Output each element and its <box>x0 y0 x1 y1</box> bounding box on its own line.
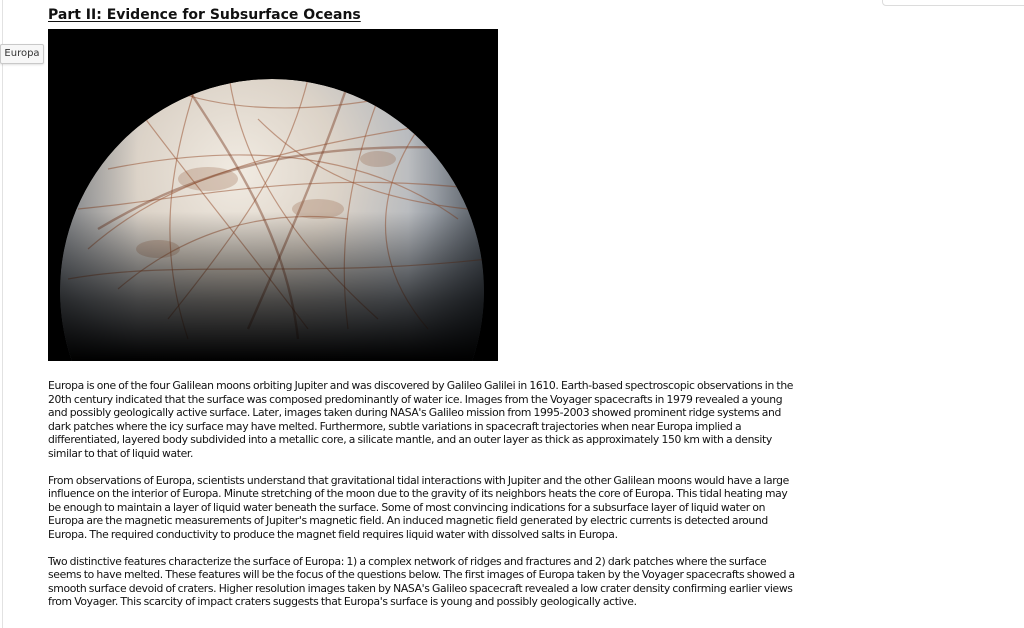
paragraph-2: From observations of Europa, scientists understand that gravitational tidal interactions with Jupiter and the other Galilean moons would have a large influence on the interior of Europa. Minute stretching of the moon due to the gravity of its neighbors heats the core of Europa. This tidal heating may be enough to maintain a layer of liquid water beneath the surface. Some of most convincing indications for a subsurface layer of liquid water on Europa are the magnetic measurements of Jupiter's magnetic field. An induced magnetic field generated by electric currents is detected around Europa. The required conductivity to produce the magnet field requires liquid water with dissolved salts in Europa. <box>48 473 789 541</box>
article-body <box>48 379 796 622</box>
top-right-panel-edge <box>882 0 1024 6</box>
europa-moon-illustration <box>48 29 498 361</box>
europa-image <box>48 29 498 361</box>
section-title: Part II: Evidence for Subsurface Oceans <box>48 7 361 23</box>
paragraph-3: Two distinctive features characterize the surface of Europa: 1) a complex network of ridges and fractures and 2) dark patches where the surface seems to have melted. These features will be the focus of the questions below. The first images of Europa taken by the Voyager spacecrafts showed a smooth surface devoid of craters. Higher resolution images taken by NASA's Galileo spacecraft revealed a low crater density confirming earlier views from Voyager. This scarcity of impact craters suggests that Europa's surface is young and possibly geologically active. <box>48 554 795 608</box>
paragraph-1: Europa is one of the four Galilean moons orbiting Jupiter and was discovered by Galileo Galilei in 1610. Earth-based spectroscopic observations in the 20th century indicated that the surface was composed predominantly of water ice. Images from the Voyager spacecrafts in 1979 revealed a young and possibly geologically active surface. Later, images taken during NASA's Galileo mission from 1995-2003 showed prominent ridge systems and dark patches where the icy surface may have melted. Furthermore, subtle variations in spacecraft trajectories when near Europa implied a differentiated, layered body subdivided into a metallic core, a silicate mantle, and an outer layer as thick as approximately 150 km with a density similar to that of liquid water. <box>48 379 794 460</box>
page-left-border <box>2 0 3 628</box>
europa-image-tag[interactable]: Europa <box>0 44 44 64</box>
